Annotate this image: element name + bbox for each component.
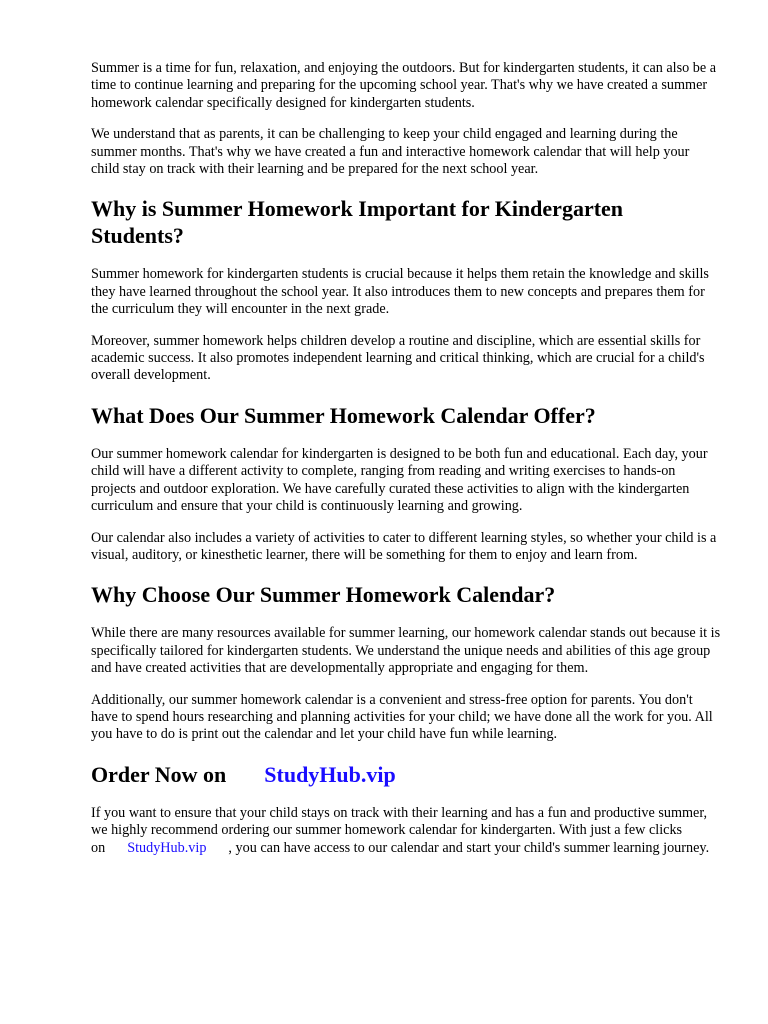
order-now-text: Order Now on: [91, 761, 227, 787]
document-body: [91, 60, 721, 857]
order-paragraph-start: If you want to ensure that your child stays on track with their learning and has a fun and productive summer, we highly recommend ordering our summer homework calendar for kindergarten. With just a few clicks on: [91, 804, 708, 856]
convenience-paragraph: Additionally, our summer homework calendar is a convenient and stress-free option for parents. You don't have to spend hours researching and planning activities for your child; we have done all the work for you. All you have to do is print out the calendar and let your child have fun while learning.: [91, 691, 713, 743]
importance-paragraph: Summer homework for kindergarten students is crucial because it helps them retain the knowledge and skills they have learned throughout the school year. It also introduces them to new concepts and prepares them for the curriculum they will encounter in the next grade.: [91, 266, 709, 318]
heading-why-important: Why is Summer Homework Important for Kindergarten Students?: [91, 196, 624, 249]
routine-paragraph: Moreover, summer homework helps children develop a routine and discipline, which are essential skills for academic success. It also promotes independent learning and critical thinking, which are crucial for a child's overall development.: [91, 332, 705, 384]
learning-styles-paragraph: Our calendar also includes a variety of activities to cater to different learning styles, so whether your child is a visual, auditory, or kinesthetic learner, there will be something for them to enjoy and learn from.: [91, 529, 717, 563]
heading-calendar-offer: What Does Our Summer Homework Calendar Offer?: [91, 402, 596, 428]
heading-why-choose: Why Choose Our Summer Homework Calendar?: [91, 582, 556, 608]
order-paragraph: [91, 805, 721, 857]
heading-order-now: [91, 761, 721, 788]
order-paragraph-end: , you can have access to our calendar and start your child's summer learning journey.: [228, 839, 710, 856]
inline-studyhub-link[interactable]: StudyHub.vip: [127, 839, 207, 856]
offer-paragraph: Our summer homework calendar for kindergarten is designed to be both fun and educational. Each day, your child will have a different activity to complete, ranging from reading and writing exercises to hands-on projects and outdoor exploration. We have carefully curated these activities to align with the kindergarten curriculum and ensure that your child is continuously learning and growing.: [91, 445, 708, 515]
tailored-paragraph: While there are many resources available for summer learning, our homework calendar stands out because it is specifically tailored for kindergarten students. We understand the unique needs and abilities of this age group and have created activities that are developmentally appropriate and engaging for them.: [91, 625, 721, 677]
intro-paragraph: Summer is a time for fun, relaxation, and enjoying the outdoors. But for kindergarten students, it can also be a time to continue learning and preparing for the upcoming school year. That's why we have created a summer homework calendar specifically designed for kindergarten students.: [91, 60, 717, 111]
parents-paragraph: We understand that as parents, it can be challenging to keep your child engaged and learning during the summer months. That's why we have created a fun and interactive homework calendar that will help your child stay on track with their learning and be prepared for the next school year.: [91, 126, 690, 178]
order-link[interactable]: StudyHub.vip: [264, 761, 396, 787]
